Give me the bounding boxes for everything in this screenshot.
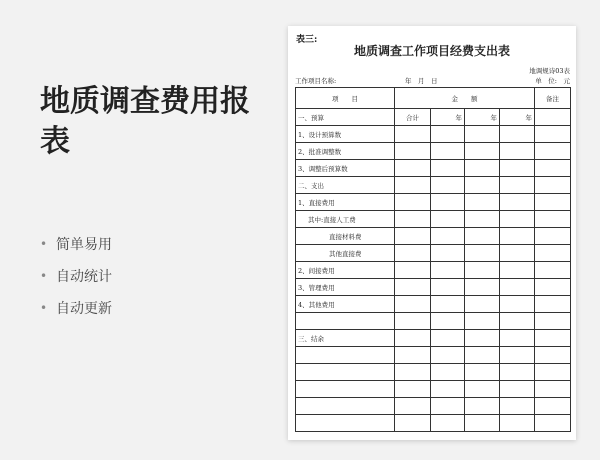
remark-cell bbox=[535, 364, 571, 381]
amount-cell bbox=[431, 279, 465, 296]
remark-cell bbox=[535, 415, 571, 432]
amount-cell bbox=[395, 228, 431, 245]
amount-cell bbox=[395, 398, 431, 415]
remark-cell bbox=[535, 177, 571, 194]
amount-cell bbox=[500, 347, 535, 364]
amount-cell bbox=[465, 364, 500, 381]
amount-cell bbox=[500, 143, 535, 160]
amount-cell bbox=[431, 160, 465, 177]
row-label bbox=[296, 415, 395, 432]
table-row bbox=[296, 177, 571, 194]
amount-cell bbox=[465, 279, 500, 296]
amount-cell bbox=[465, 347, 500, 364]
feature-item bbox=[40, 228, 112, 260]
remark-cell bbox=[535, 313, 571, 330]
amount-cell bbox=[465, 228, 500, 245]
remark-cell bbox=[535, 330, 571, 347]
table-row bbox=[296, 347, 571, 364]
amount-cell bbox=[431, 347, 465, 364]
remark-cell bbox=[535, 347, 571, 364]
bullet-icon: • bbox=[40, 237, 48, 251]
table-row bbox=[296, 245, 571, 262]
amount-cell bbox=[395, 381, 431, 398]
remark-cell bbox=[535, 245, 571, 262]
unit-label: 单 位: 元 bbox=[535, 77, 570, 85]
amount-cell bbox=[431, 415, 465, 432]
row-label: 二、支出 bbox=[296, 177, 395, 194]
table-row bbox=[296, 279, 571, 296]
amount-cell bbox=[465, 177, 500, 194]
amount-cell bbox=[465, 211, 500, 228]
row-label: 3、管理费用 bbox=[296, 279, 395, 296]
row-label bbox=[296, 347, 395, 364]
amount-cell bbox=[465, 415, 500, 432]
amount-cell bbox=[431, 262, 465, 279]
expense-table bbox=[295, 87, 571, 432]
row-label: 三、结余 bbox=[296, 330, 395, 347]
bullet-icon: • bbox=[40, 269, 48, 283]
table-header-row bbox=[296, 88, 571, 109]
header-amount: 金 额 bbox=[395, 88, 535, 109]
amount-cell bbox=[395, 245, 431, 262]
row-label bbox=[296, 381, 395, 398]
amount-cell bbox=[500, 262, 535, 279]
remark-cell bbox=[535, 143, 571, 160]
table-row bbox=[296, 194, 571, 211]
row-label: 2、间接费用 bbox=[296, 262, 395, 279]
amount-cell bbox=[431, 296, 465, 313]
amount-cell bbox=[431, 126, 465, 143]
amount-cell bbox=[431, 245, 465, 262]
amount-cell bbox=[431, 194, 465, 211]
amount-cell bbox=[465, 194, 500, 211]
amount-cell bbox=[465, 245, 500, 262]
row-label bbox=[296, 398, 395, 415]
row-label: 1、直接费用 bbox=[296, 194, 395, 211]
table-row bbox=[296, 330, 571, 347]
page-title: 地质调查费用报表 bbox=[40, 84, 250, 159]
amount-cell bbox=[465, 160, 500, 177]
document-code: 地调规诗03表 bbox=[529, 67, 570, 75]
table-row bbox=[296, 296, 571, 313]
amount-cell bbox=[431, 330, 465, 347]
amount-cell bbox=[395, 313, 431, 330]
header-remark: 备注 bbox=[535, 88, 571, 109]
amount-cell bbox=[395, 415, 431, 432]
remark-cell bbox=[535, 398, 571, 415]
remark-cell bbox=[535, 211, 571, 228]
amount-cell bbox=[500, 364, 535, 381]
feature-label: 自动统计 bbox=[56, 269, 112, 285]
amount-cell bbox=[500, 211, 535, 228]
row-label bbox=[296, 313, 395, 330]
table-row bbox=[296, 228, 571, 245]
table-row bbox=[296, 143, 571, 160]
table-row bbox=[296, 126, 571, 143]
feature-item bbox=[40, 260, 112, 292]
amount-cell bbox=[500, 415, 535, 432]
remark-cell bbox=[535, 126, 571, 143]
amount-cell bbox=[465, 381, 500, 398]
amount-subheader: 年 bbox=[465, 109, 500, 126]
amount-cell bbox=[465, 143, 500, 160]
amount-cell bbox=[431, 211, 465, 228]
amount-cell bbox=[500, 313, 535, 330]
amount-cell bbox=[431, 381, 465, 398]
amount-cell bbox=[395, 194, 431, 211]
document-meta bbox=[295, 76, 570, 86]
left-panel bbox=[40, 0, 280, 460]
feature-item bbox=[40, 292, 112, 324]
amount-cell bbox=[431, 177, 465, 194]
feature-label: 自动更新 bbox=[56, 301, 112, 317]
amount-cell bbox=[465, 398, 500, 415]
amount-cell bbox=[395, 143, 431, 160]
amount-cell bbox=[500, 126, 535, 143]
amount-cell bbox=[395, 347, 431, 364]
amount-cell bbox=[395, 262, 431, 279]
amount-cell bbox=[395, 364, 431, 381]
header-item: 项 目 bbox=[296, 88, 395, 109]
amount-cell bbox=[500, 160, 535, 177]
row-label bbox=[296, 364, 395, 381]
amount-cell bbox=[500, 398, 535, 415]
amount-cell bbox=[395, 330, 431, 347]
feature-list bbox=[40, 228, 112, 324]
amount-cell bbox=[431, 398, 465, 415]
remark-cell bbox=[535, 228, 571, 245]
remark-cell bbox=[535, 279, 571, 296]
amount-cell bbox=[431, 143, 465, 160]
table-row bbox=[296, 313, 571, 330]
project-name-label: 工作项目名称: bbox=[295, 77, 337, 85]
amount-cell bbox=[465, 296, 500, 313]
amount-cell bbox=[500, 330, 535, 347]
remark-cell bbox=[535, 381, 571, 398]
amount-cell bbox=[395, 279, 431, 296]
amount-cell bbox=[395, 211, 431, 228]
remark-cell bbox=[535, 194, 571, 211]
table-row bbox=[296, 109, 571, 126]
remark-cell bbox=[535, 262, 571, 279]
row-label: 其他直接费 bbox=[296, 245, 395, 262]
row-label: 1、设计预算数 bbox=[296, 126, 395, 143]
row-label: 2、批准调整数 bbox=[296, 143, 395, 160]
amount-cell bbox=[395, 126, 431, 143]
amount-cell bbox=[500, 177, 535, 194]
row-label: 其中:直接人工费 bbox=[296, 211, 395, 228]
amount-cell bbox=[395, 160, 431, 177]
table-row bbox=[296, 398, 571, 415]
date-label: 年 月 日 bbox=[405, 77, 438, 85]
table-row bbox=[296, 160, 571, 177]
row-label: 4、其他费用 bbox=[296, 296, 395, 313]
table-row bbox=[296, 262, 571, 279]
amount-subheader: 合计 bbox=[395, 109, 431, 126]
amount-cell bbox=[465, 126, 500, 143]
amount-cell bbox=[395, 177, 431, 194]
amount-cell bbox=[500, 296, 535, 313]
amount-cell bbox=[500, 245, 535, 262]
table-row bbox=[296, 415, 571, 432]
amount-cell bbox=[465, 313, 500, 330]
amount-cell bbox=[500, 381, 535, 398]
remark-cell bbox=[535, 296, 571, 313]
document-title: 地质调查工作项目经费支出表 bbox=[353, 44, 510, 58]
amount-subheader: 年 bbox=[500, 109, 535, 126]
feature-label: 简单易用 bbox=[56, 237, 112, 253]
table-row bbox=[296, 364, 571, 381]
remark-cell bbox=[535, 160, 571, 177]
row-label: 3、调整后预算数 bbox=[296, 160, 395, 177]
table-row bbox=[296, 211, 571, 228]
amount-cell bbox=[500, 228, 535, 245]
document-preview bbox=[288, 26, 576, 440]
bullet-icon: • bbox=[40, 301, 48, 315]
row-label: 直接材料费 bbox=[296, 228, 395, 245]
amount-cell bbox=[465, 330, 500, 347]
amount-subheader: 年 bbox=[431, 109, 465, 126]
document-label: 表三: bbox=[296, 35, 318, 45]
amount-cell bbox=[431, 228, 465, 245]
amount-cell bbox=[431, 313, 465, 330]
amount-cell bbox=[395, 296, 431, 313]
row-label: 一、预算 bbox=[296, 109, 395, 126]
amount-cell bbox=[500, 194, 535, 211]
amount-cell bbox=[465, 262, 500, 279]
remark-cell bbox=[535, 109, 571, 126]
table-row bbox=[296, 381, 571, 398]
amount-cell bbox=[431, 364, 465, 381]
amount-cell bbox=[500, 279, 535, 296]
